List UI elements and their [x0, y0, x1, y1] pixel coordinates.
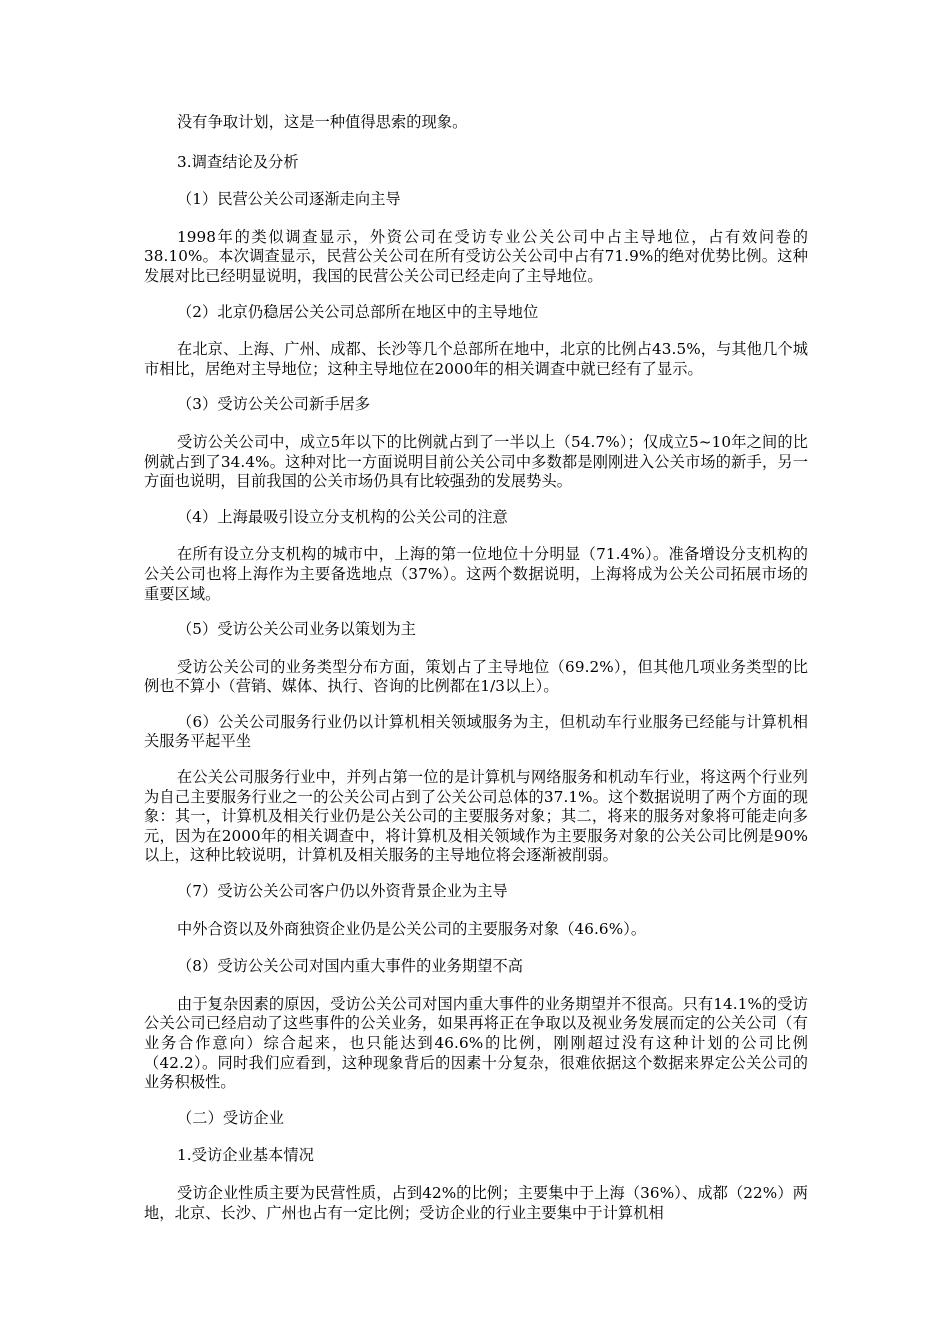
paragraph-6: 在公关公司服务行业中，并列占第一位的是计算机与网络服务和机动车行业，将这两个行业列为自己主要服务行业之一的公关公司占到了公关公司总体的37.1%。这个数据说明了两个方面的现象：其一，计算机及相关行业仍是公关公司的主要服务对象；其二，将来的服务对象将可能走向多元，因为在2000年的相关调查中，将计算机及相关领域作为主要服务对象的公关公司比例是90%以上，这种比较说明，计算机及相关服务的主导地位将会逐渐被削弱。: [144, 768, 808, 865]
subheading-7: （7）受访公关公司客户仍以外资背景企业为主导: [177, 882, 508, 901]
subheading-2: （2）北京仍稳居公关公司总部所在地区中的主导地位: [177, 302, 539, 321]
subheading-6: （6）公关公司服务行业仍以计算机相关领域服务为主，但机动车行业服务已经能与计算机相关服务平起平坐: [144, 712, 808, 751]
section-heading-enterprises: （二）受访企业: [177, 1108, 285, 1127]
subheading-1: （1）民营公关公司逐渐走向主导: [177, 190, 401, 209]
paragraph-8: 由于复杂因素的原因，受访公关公司对国内重大事件的业务期望并不很高。只有14.1%的受访公关公司已经启动了这些事件的公关业务，如果再将正在争取以及视业务发展而定的公关公司（有业务合作意向）综合起来，也只能达到46.6%的比例，刚刚超过没有这种计划的公司比例（42.2）。同时我们应看到，这种现象背后的因素十分复杂，很难依据这个数据来界定公关公司的业务积极性。: [144, 994, 808, 1092]
paragraph-1: 1998年的类似调查显示，外资公司在受访专业公关公司中占主导地位，占有效问卷的38.10%。本次调查显示，民营公关公司在所有受访公关公司中占有71.9%的绝对优势比例。这种发展对比已经明显说明，我国的民营公关公司已经走向了主导地位。: [144, 227, 808, 285]
paragraph-3: 受访公关公司中，成立5年以下的比例就占到了一半以上（54.7%）；仅成立5~10年之间的比例就占到了34.4%。这种对比一方面说明目前公关公司中多数都是刚刚进入公关市场的新手，另一方面也说明，目前我国的公关市场仍具有比较强劲的发展势头。: [144, 432, 808, 491]
paragraph-4: 在所有设立分支机构的城市中，上海的第一位地位十分明显（71.4%）。准备增设分支机构的公关公司也将上海作为主要备选地点（37%）。这两个数据说明，上海将成为公关公司拓展市场的重要区域。: [144, 545, 808, 603]
subheading-8: （8）受访公关公司对国内重大事件的业务期望不高: [177, 957, 524, 976]
paragraph-continuation: 没有争取计划，这是一种值得思索的现象。: [177, 113, 468, 131]
document-page: [144, 113, 808, 1239]
paragraph-enterprise-basics: 受访企业性质主要为民营性质，占到42%的比例；主要集中于上海（36%）、成都（22%）两地，北京、长沙、广州也占有一定比例；受访企业的行业主要集中于计算机相: [144, 1183, 808, 1222]
paragraph-2: 在北京、上海、广州、成都、长沙等几个总部所在地中，北京的比例占43.5%，与其他几个城市相比，居绝对主导地位；这种主导地位在2000年的相关调查中就已经有了显示。: [144, 340, 808, 378]
paragraph-5: 受访公关公司的业务类型分布方面，策划占了主导地位（69.2%），但其他几项业务类型的比例也不算小（营销、媒体、执行、咨询的比例都在1/3以上）。: [144, 657, 808, 696]
paragraph-7: 中外合资以及外商独资企业仍是公关公司的主要服务对象（46.6%）。: [177, 919, 647, 938]
subheading-3: （3）受访公关公司新手居多: [177, 395, 371, 414]
subheading-4: （4）上海最吸引设立分支机构的公关公司的注意: [177, 507, 508, 526]
subheading-5: （5）受访公关公司业务以策划为主: [177, 620, 417, 639]
subheading-enterprise-basics: 1.受访企业基本情况: [177, 1146, 314, 1165]
section-heading-conclusions: 3.调查结论及分析: [177, 152, 299, 171]
